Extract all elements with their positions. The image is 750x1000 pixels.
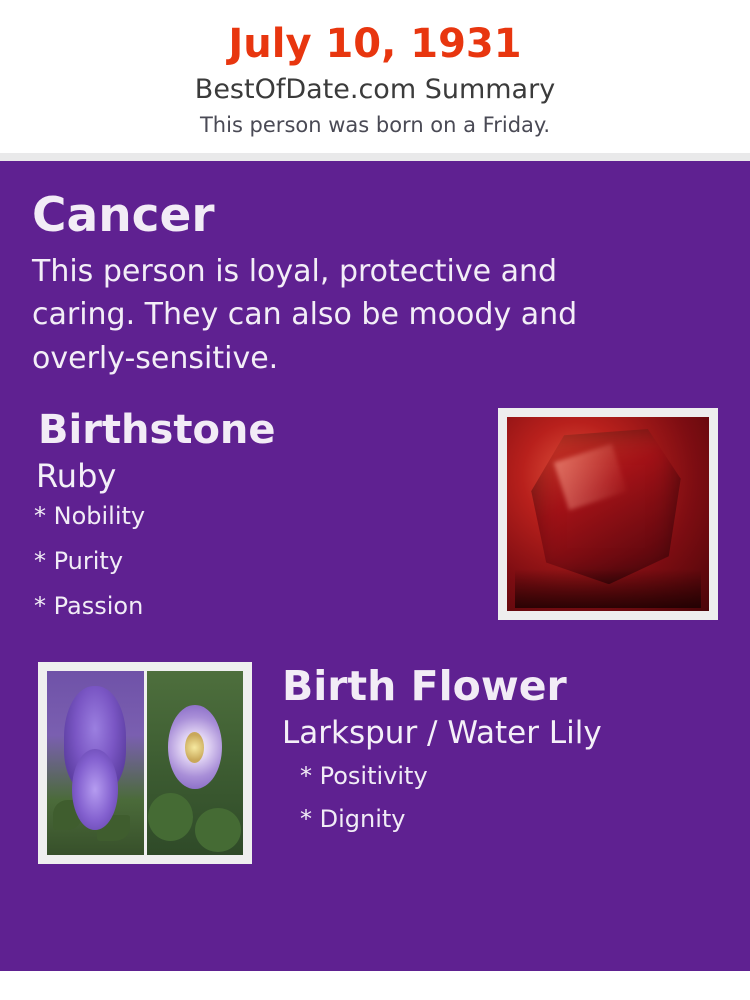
ruby-image [507,417,709,611]
birthflower-attribute-list [298,762,718,834]
birthstone-heading: Birthstone [38,407,276,454]
list-item: * Passion [34,592,144,621]
zodiac-description: This person is loyal, protective and caring. They can also be moody and overly-sensitive. [32,253,578,376]
ruby-image-shadow [515,569,701,608]
water-lily-image [147,671,244,855]
birthflower-section [32,662,718,877]
lily-pad-shape [148,793,192,841]
list-item: * Dignity [300,805,406,834]
birthflower-name: Larkspur / Water Lily [282,714,602,751]
list-item: * Positivity [300,762,428,791]
birth-day-note: This person was born on a Friday. [199,113,551,138]
birthstone-attribute-list [32,502,452,621]
page-title: July 10, 1931 [228,21,522,67]
list-item: * Purity [34,547,124,576]
leaf-shape [53,800,82,829]
birthstone-name: Ruby [36,457,117,496]
birthstone-photo [498,408,718,620]
birthstone-text [32,407,452,621]
leaf-shape [97,815,130,841]
list-item: * Nobility [34,502,146,531]
birthflower-photo [38,662,252,864]
birthflower-text [282,662,718,834]
zodiac-sign-name: Cancer [32,187,215,243]
lily-pad-shape [195,808,241,852]
details-panel [0,161,750,971]
card-header [0,0,750,153]
header-divider [0,153,750,161]
birthflower-heading: Birth Flower [282,662,567,711]
larkspur-image [47,671,144,855]
site-name: BestOfDate.com Summary [194,74,556,105]
birthstone-section [32,408,718,638]
